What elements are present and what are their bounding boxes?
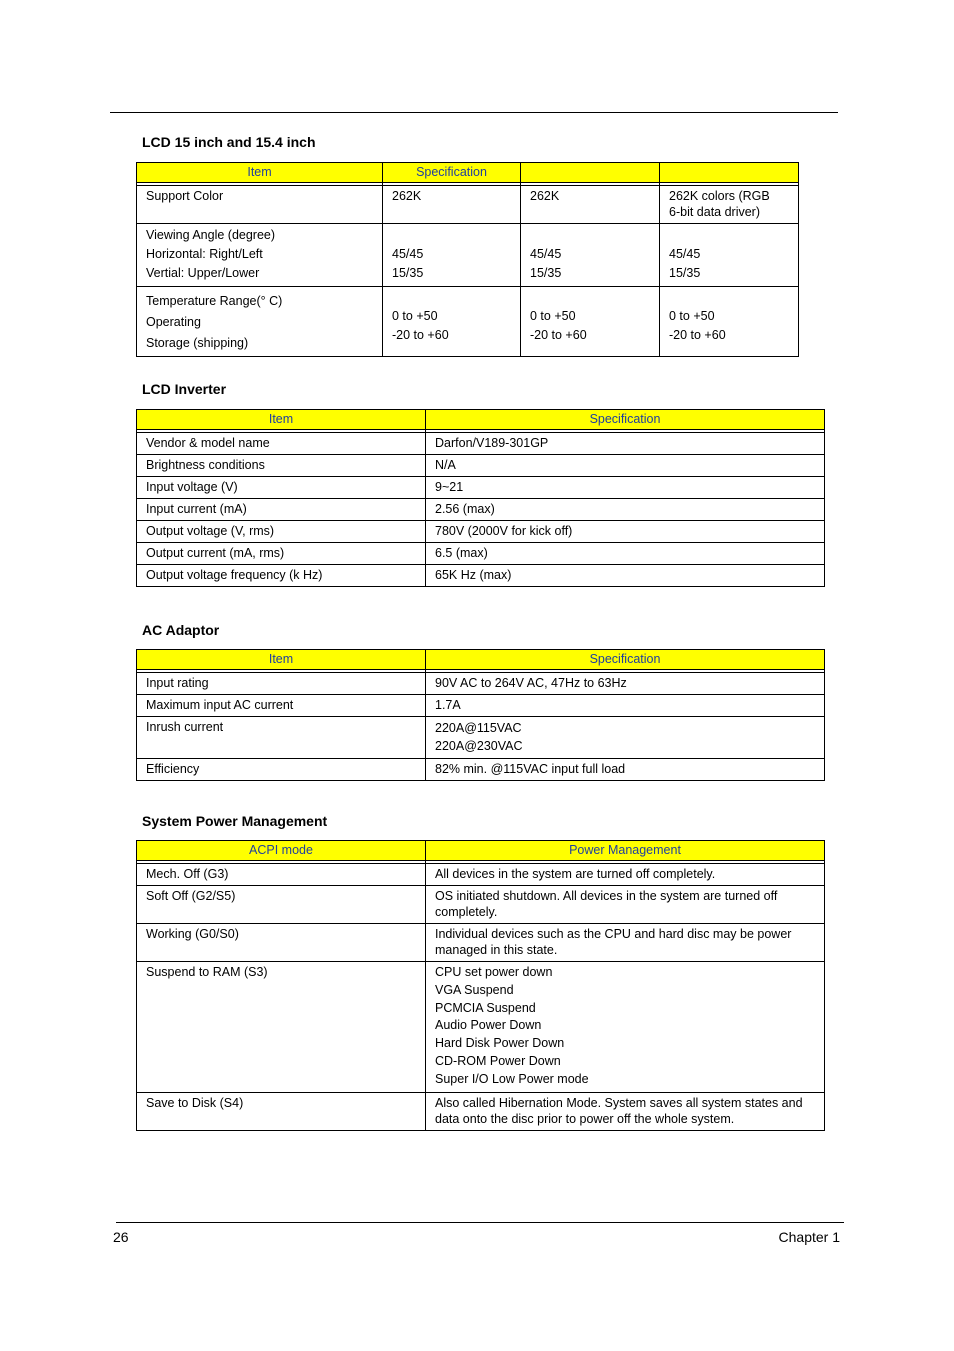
cell-line: completely.: [435, 905, 498, 919]
table-cell: [426, 924, 825, 962]
table-row: [137, 433, 825, 455]
table-cell: 262K: [521, 186, 660, 224]
page-number: 26: [113, 1229, 129, 1245]
bottom-rule: [116, 1222, 844, 1223]
cell-line: Audio Power Down: [435, 1018, 542, 1033]
cell-line: Storage (shipping): [146, 336, 249, 350]
cell-line: CPU set power down: [435, 965, 553, 979]
table-cell: [521, 224, 660, 287]
table-cell: Brightness conditions: [137, 455, 426, 477]
cell-line: 0 to +50: [530, 309, 576, 323]
cell-line: -20 to +60: [530, 328, 587, 342]
table-row: [137, 924, 825, 962]
table-cell: Working (G0/S0): [137, 924, 426, 962]
table-cell: [521, 287, 660, 357]
cell-line: 0 to +50: [669, 309, 715, 323]
table-row: [137, 455, 825, 477]
cell-line: 220A@115VAC: [435, 721, 522, 735]
table-cell: Inrush current: [137, 717, 426, 759]
table-cell: [426, 962, 825, 1093]
power-table: [136, 840, 825, 1131]
cell-line: 45/45: [669, 247, 701, 261]
table-row: [137, 962, 825, 1093]
table-cell: Vendor & model name: [137, 433, 426, 455]
table-row: [137, 673, 825, 695]
table-cell: Soft Off (G2/S5): [137, 886, 426, 924]
table-row: [137, 695, 825, 717]
cell-line: CD-ROM Power Down: [435, 1053, 561, 1068]
table-cell: Darfon/V189-301GP: [426, 433, 825, 455]
table-cell: Maximum input AC current: [137, 695, 426, 717]
cell-line: VGA Suspend: [435, 982, 514, 997]
table-row: [137, 717, 825, 759]
table-cell: Input voltage (V): [137, 477, 426, 499]
table-header-row: [137, 650, 825, 670]
table-cell: All devices in the system are turned off completely.: [426, 864, 825, 886]
cell-line: PCMCIA Suspend: [435, 1000, 536, 1015]
table-header-row: [137, 163, 799, 183]
cell-line: Super I/O Low Power mode: [435, 1071, 589, 1086]
table-row: [137, 499, 825, 521]
cell-line: 45/45: [392, 247, 424, 261]
cell-line: managed in this state.: [435, 943, 558, 957]
top-rule: [110, 112, 838, 113]
header-cell: ACPI mode: [137, 841, 426, 861]
table-cell: [383, 224, 521, 287]
cell-line: Vertial: Upper/Lower: [146, 266, 260, 280]
cell-line: -20 to +60: [669, 328, 726, 342]
cell-line: Horizontal: Right/Left: [146, 247, 263, 261]
cell-line: Temperature Range(° C): [146, 294, 283, 308]
table-row: [137, 186, 799, 224]
header-cell: Specification: [383, 163, 521, 183]
cell-line: 262K colors (RGB: [669, 189, 770, 203]
table-row: [137, 521, 825, 543]
lcd-table: [136, 162, 799, 357]
header-cell: Specification: [426, 650, 825, 670]
chapter-label: Chapter 1: [778, 1229, 840, 1245]
table-cell: [137, 287, 383, 357]
table-row: [137, 543, 825, 565]
table-cell: [137, 224, 383, 287]
cell-line: Operating: [146, 315, 201, 329]
header-cell: [660, 163, 799, 183]
table-cell: [426, 886, 825, 924]
table-cell: Mech. Off (G3): [137, 864, 426, 886]
cell-line: 0 to +50: [392, 309, 438, 323]
table-cell: 262K: [383, 186, 521, 224]
cell-line: 220A@230VAC: [435, 739, 523, 753]
table-row: [137, 224, 799, 287]
table-cell: 82% min. @115VAC input full load: [426, 759, 825, 781]
cell-line: Hard Disk Power Down: [435, 1036, 565, 1051]
inverter-heading: LCD Inverter: [142, 381, 227, 397]
header-cell: Power Management: [426, 841, 825, 861]
table-row: [137, 287, 799, 357]
lcd-heading: LCD 15 inch and 15.4 inch: [142, 134, 316, 150]
table-cell: [660, 287, 799, 357]
ac-table: [136, 649, 825, 781]
power-heading: System Power Management: [142, 813, 328, 829]
cell-line: Viewing Angle (degree): [146, 228, 276, 242]
table-cell: 780V (2000V for kick off): [426, 521, 825, 543]
header-cell: [521, 163, 660, 183]
header-cell: Item: [137, 163, 383, 183]
table-cell: 90V AC to 264V AC, 47Hz to 63Hz: [426, 673, 825, 695]
cell-line: 6-bit data driver): [669, 205, 761, 219]
ac-heading: AC Adaptor: [142, 622, 220, 638]
table-cell: [660, 224, 799, 287]
table-cell: 6.5 (max): [426, 543, 825, 565]
table-header-row: [137, 410, 825, 430]
table-row: [137, 1092, 825, 1130]
cell-line: 15/35: [669, 266, 701, 280]
cell-line: Also called Hibernation Mode. System saves all system states and: [435, 1095, 803, 1110]
table-cell: Support Color: [137, 186, 383, 224]
table-cell: 1.7A: [426, 695, 825, 717]
inverter-table: [136, 409, 825, 587]
table-cell: Output voltage frequency (k Hz): [137, 565, 426, 587]
table-cell: Input rating: [137, 673, 426, 695]
cell-line: 45/45: [530, 247, 562, 261]
table-row: [137, 477, 825, 499]
cell-line: data onto the disc prior to power off the whole system.: [435, 1111, 735, 1126]
table-row: [137, 864, 825, 886]
header-cell: Item: [137, 650, 426, 670]
table-cell: Output voltage (V, rms): [137, 521, 426, 543]
table-cell: [426, 717, 825, 759]
table-cell: [426, 1092, 825, 1130]
table-cell: [383, 287, 521, 357]
cell-line: -20 to +60: [392, 328, 449, 342]
header-cell: Item: [137, 410, 426, 430]
table-cell: 2.56 (max): [426, 499, 825, 521]
cell-line: 15/35: [392, 266, 424, 280]
table-row: [137, 759, 825, 781]
table-cell: [660, 186, 799, 224]
cell-line: Individual devices such as the CPU and hard disc may be power: [435, 927, 792, 941]
table-cell: 9~21: [426, 477, 825, 499]
table-cell: Input current (mA): [137, 499, 426, 521]
cell-line: OS initiated shutdown. All devices in the system are turned off: [435, 889, 778, 903]
table-row: [137, 565, 825, 587]
table-cell: 65K Hz (max): [426, 565, 825, 587]
table-row: [137, 886, 825, 924]
table-cell: N/A: [426, 455, 825, 477]
header-cell: Specification: [426, 410, 825, 430]
cell-line: 15/35: [530, 266, 562, 280]
table-cell: Output current (mA, rms): [137, 543, 426, 565]
table-cell: Efficiency: [137, 759, 426, 781]
table-cell: Suspend to RAM (S3): [137, 962, 426, 1093]
table-cell: Save to Disk (S4): [137, 1092, 426, 1130]
table-header-row: [137, 841, 825, 861]
